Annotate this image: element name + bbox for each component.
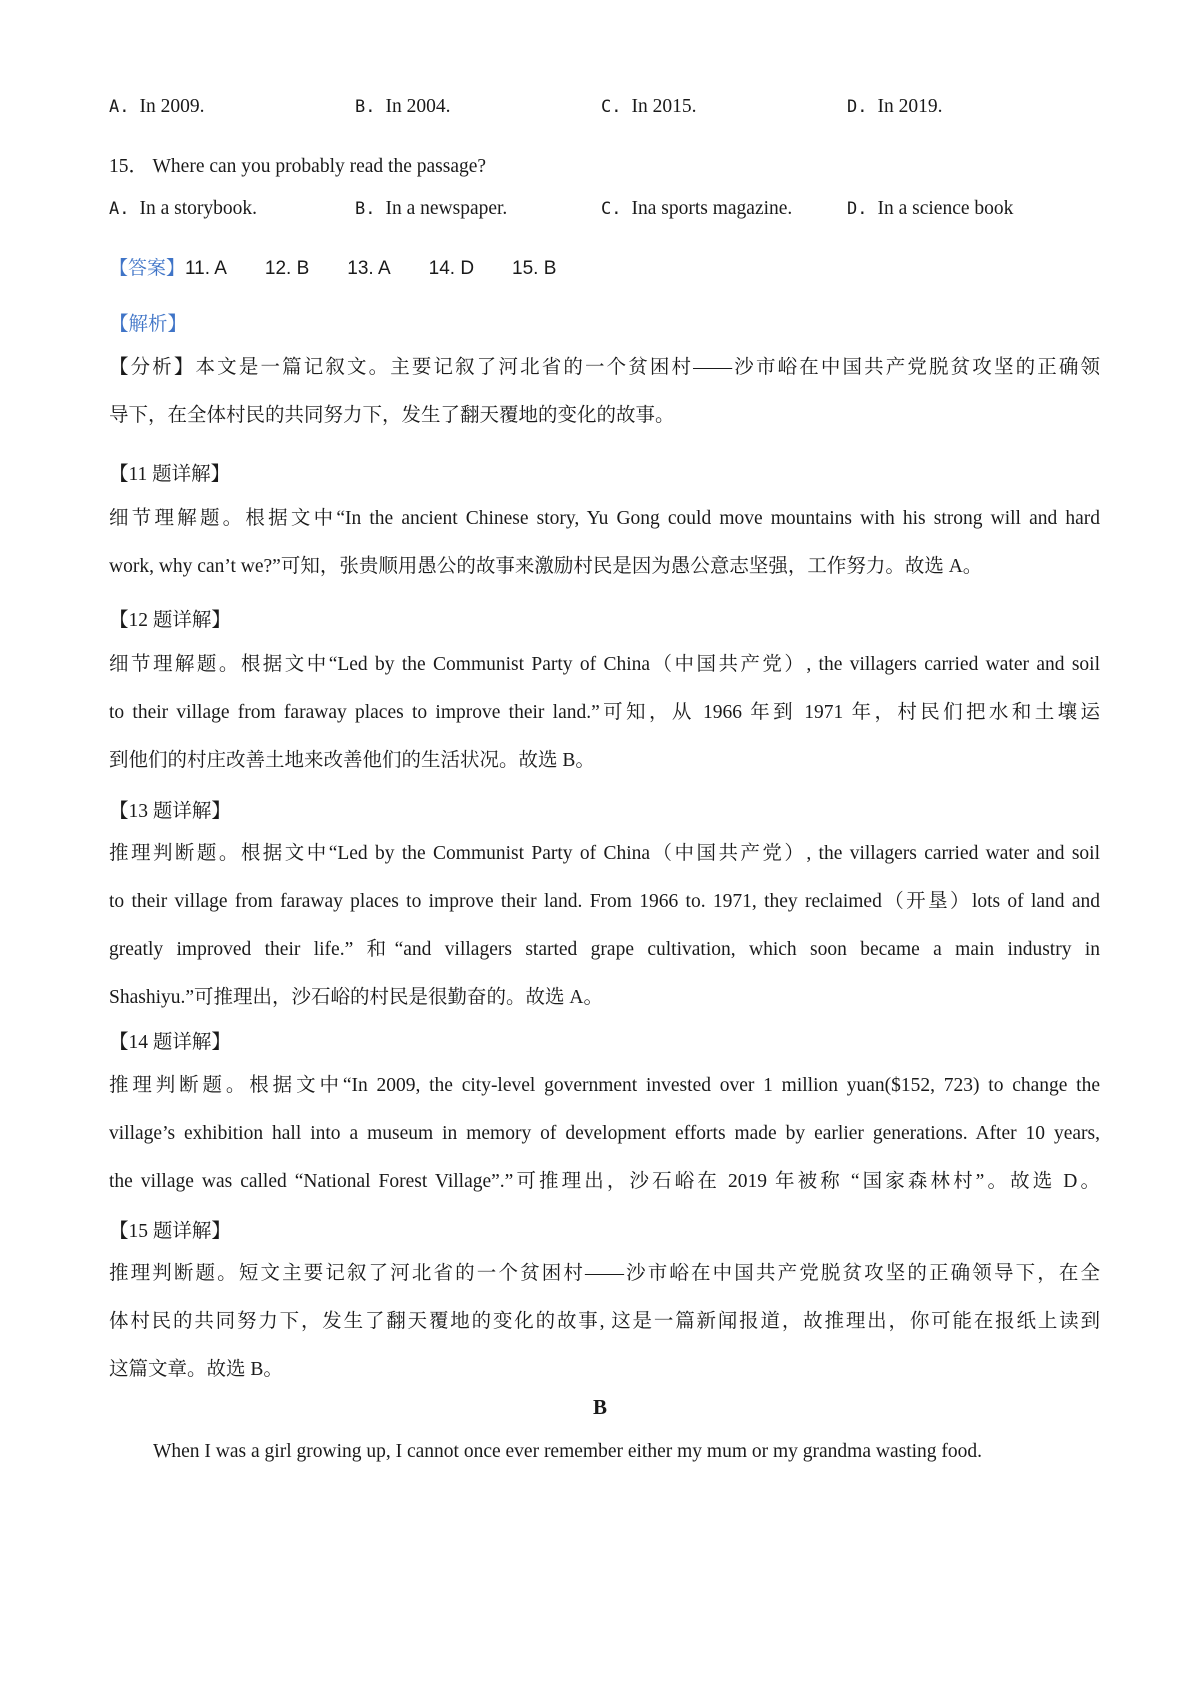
option-letter: D.	[847, 97, 868, 117]
detail-line: 推理判断题。短文主要记叙了河北省的一个贫困村——沙市峪在中国共产党脱贫攻坚的正确领导下，在全	[109, 1263, 1100, 1284]
detail-line: 到他们的村庄改善土地来改善他们的生活状况。故选 B。	[109, 750, 595, 771]
summary-paragraph	[109, 344, 1100, 440]
detail-13-heading: 【13 题详解】	[109, 801, 231, 822]
option-letter: C.	[601, 199, 622, 219]
q14-option-b	[355, 96, 450, 118]
q15-question: 15． Where can you probably read the passage?	[109, 156, 487, 177]
detail-11-body	[109, 495, 1100, 591]
answer-item: 11. A	[185, 258, 227, 279]
answer-line	[109, 253, 1100, 280]
detail-12-heading: 【12 题详解】	[109, 610, 231, 631]
option-letter: B.	[355, 199, 376, 219]
detail-line: work, why can’t we?”可知，张贵顺用愚公的故事来激励村民是因为愚公意志坚强，工作努力。故选 A。	[109, 556, 983, 577]
detail-13-body	[109, 830, 1100, 1022]
detail-line: 推理判断题。根据文中“Led by the Communist Party of China（中国共产党）, the villagers carried water and soil	[109, 843, 1100, 864]
detail-14-body	[109, 1062, 1100, 1206]
q15-option-c	[601, 198, 792, 220]
q14-option-d	[847, 96, 942, 118]
section-b-title: B	[592, 1395, 607, 1419]
option-text: In a storybook.	[139, 198, 258, 219]
option-text: Ina sports magazine.	[631, 198, 793, 219]
option-text: In a science book	[877, 198, 1014, 219]
detail-12-body	[109, 641, 1100, 785]
detail-11-heading: 【11 题详解】	[109, 464, 231, 485]
option-letter: B.	[355, 97, 376, 117]
q14-option-a	[109, 96, 204, 118]
detail-line: 细节理解题。根据文中“Led by the Communist Party of China（中国共产党）, the villagers carried water and soil	[109, 654, 1100, 675]
option-text: In 2009.	[139, 96, 205, 117]
summary-line: 【分析】本文是一篇记叙文。主要记叙了河北省的一个贫困村——沙市峪在中国共产党脱贫攻坚的正确领	[109, 357, 1100, 378]
option-letter: D.	[847, 199, 868, 219]
answer-item: 14. D	[428, 258, 475, 279]
q15-option-a	[109, 198, 257, 220]
q15-option-d	[847, 198, 1013, 220]
summary-line: 导下，在全体村民的共同努力下，发生了翻天覆地的变化的故事。	[109, 405, 675, 426]
answer-item: 12. B	[264, 258, 310, 279]
detail-14-heading: 【14 题详解】	[109, 1032, 231, 1053]
answer-item: 13. A	[347, 258, 391, 279]
answer-item: 15. B	[512, 258, 557, 279]
option-letter: A.	[109, 97, 130, 117]
detail-15-body	[109, 1250, 1100, 1394]
option-text: In 2015.	[631, 96, 697, 117]
detail-line: 这篇文章。故选 B。	[109, 1359, 283, 1380]
analysis-label: 【解析】	[109, 314, 188, 335]
detail-line: village’s exhibition hall into a museum in memory of development efforts made by earlier generations. After 10 years,	[109, 1123, 1100, 1144]
answer-label: 【答案】	[109, 258, 186, 279]
detail-line: 体村民的共同努力下，发生了翻天覆地的变化的故事, 这是一篇新闻报道，故推理出，你可能在报纸上读到	[109, 1311, 1100, 1332]
option-text: In a newspaper.	[385, 198, 508, 219]
option-text: In 2004.	[385, 96, 451, 117]
option-letter: C.	[601, 97, 622, 117]
detail-line: greatly improved their life.” 和“and villagers started grape cultivation, which soon became a main industry in	[109, 939, 1100, 960]
detail-line: to their village from faraway places to improve their land.”可知，从 1966 年到 1971 年，村民们把水和土壤运	[109, 702, 1100, 723]
detail-line: 推理判断题。根据文中“In 2009, the city-level government invested over 1 million yuan($152, 723) to change the	[109, 1075, 1100, 1096]
q15-option-b	[355, 198, 507, 220]
detail-line: the village was called “National Forest Village”.”可推理出，沙石峪在 2019 年被称 “国家森林村”。故选 D。	[109, 1171, 1100, 1192]
option-text: In 2019.	[877, 96, 943, 117]
option-letter: A.	[109, 199, 130, 219]
q14-option-c	[601, 96, 696, 118]
detail-15-heading: 【15 题详解】	[109, 1221, 231, 1242]
detail-line: to their village from faraway places to improve their land. From 1966 to. 1971, they reclaimed（开垦）lots of land and	[109, 891, 1100, 912]
section-b-first-line: When I was a girl growing up, I cannot once ever remember either my mum or my grandma wasting food.	[153, 1441, 983, 1462]
detail-line: Shashiyu.”可推理出，沙石峪的村民是很勤奋的。故选 A。	[109, 987, 603, 1008]
detail-line: 细节理解题。根据文中“In the ancient Chinese story, Yu Gong could move mountains with his strong will and hard	[109, 508, 1100, 529]
